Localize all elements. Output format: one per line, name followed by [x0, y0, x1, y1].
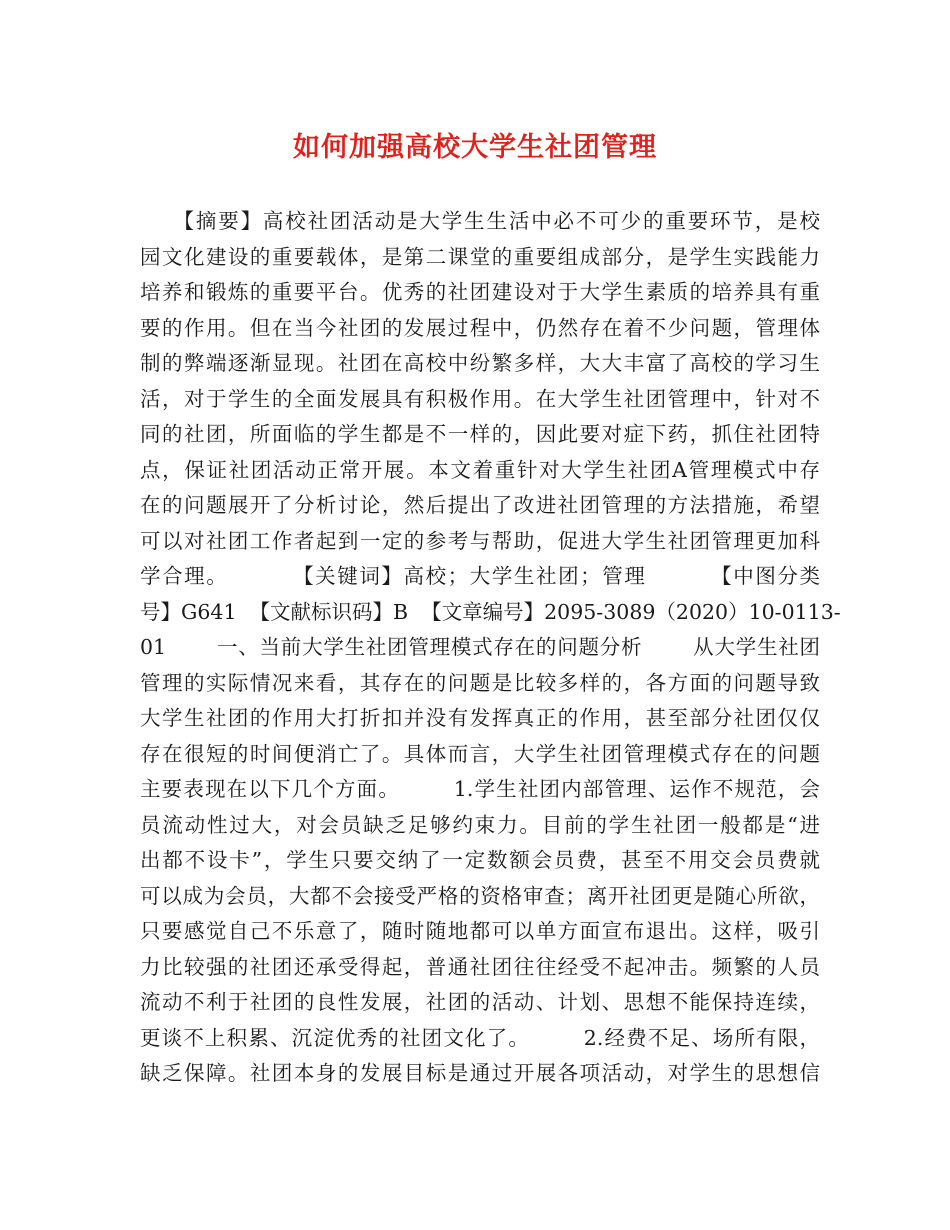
document-title: 如何加强高校大学生社团管理 — [293, 132, 657, 163]
body-text-line: 出都不设卡”，学生只要交纳了一定数额会员费，甚至不用交会员费就 — [140, 848, 820, 872]
body-text-line: 管理的实际情况来看，其存在的问题是比较多样的，各方面的问题导致 — [140, 670, 820, 695]
body-text-line: 制的弊端逐渐显现。社团在高校中纷繁多样，大大丰富了高校的学习生 — [140, 351, 820, 375]
body-text-line: 号】G641 【文献标识码】B 【文章编号】2095-3089（2020）10-0113- — [140, 599, 841, 624]
body-text-line: 要的作用。但在当今社团的发展过程中，仍然存在着不少问题，管理体 — [140, 315, 820, 340]
body-text-line: 只要感觉自己不乐意了，随时随地都可以单方面宣布退出。这样，吸引 — [140, 919, 820, 943]
body-text-line: 同的社团，所面临的学生都是不一样的，因此要对症下药，抓住社团特 — [140, 422, 820, 446]
body-text-line: 存在很短的时间便消亡了。具体而言，大学生社团管理模式存在的问题 — [140, 741, 820, 766]
body-text-line: 力比较强的社团还承受得起，普通社团往往经受不起冲击。频繁的人员 — [140, 954, 820, 979]
body-text-line: 活，对于学生的全面发展具有积极作用。在大学生社团管理中，针对不 — [140, 386, 820, 411]
body-text-line: 01 一、当前大学生社团管理模式存在的问题分析 从大学生社团 — [140, 635, 820, 659]
body-text-line: 园文化建设的重要载体，是第二课堂的重要组成部分，是学生实践能力 — [140, 244, 820, 269]
body-text-line: 大学生社团的作用大打折扣并没有发挥真正的作用，甚至部分社团仅仅 — [140, 706, 820, 730]
body-text-line: 学合理。 【关键词】高校；大学生社团；管理 【中图分类 — [140, 564, 820, 588]
body-text-line: 可以成为会员，大都不会接受严格的资格审查；离开社团更是随心所欲， — [140, 883, 820, 908]
document-body — [140, 204, 841, 1092]
body-text-line: 【摘要】高校社团活动是大学生生活中必不可少的重要环节，是校 — [140, 209, 820, 233]
body-text-line: 可以对社团工作者起到一定的参考与帮助，促进大学生社团管理更加科 — [140, 528, 820, 553]
body-text-line: 点，保证社团活动正常开展。本文着重针对大学生社团A管理模式中存 — [140, 457, 820, 482]
body-text-line: 培养和锻炼的重要平台。优秀的社团建设对于大学生素质的培养具有重 — [140, 280, 820, 304]
body-text-line: 员流动性过大，对会员缺乏足够约束力。目前的学生社团一般都是“进 — [140, 812, 820, 837]
body-text-line: 更谈不上积累、沉淀优秀的社团文化了。 2.经费不足、场所有限， — [140, 1025, 820, 1050]
body-text-line: 流动不利于社团的良性发展，社团的活动、计划、思想不能保持连续， — [140, 990, 820, 1014]
body-text-line: 主要表现在以下几个方面。 1.学生社团内部管理、运作不规范，会 — [140, 777, 820, 801]
body-text-line: 在的问题展开了分析讨论，然后提出了改进社团管理的方法措施，希望 — [140, 493, 820, 517]
body-text-line: 缺乏保障。社团本身的发展目标是通过开展各项活动，对学生的思想信 — [140, 1061, 820, 1085]
